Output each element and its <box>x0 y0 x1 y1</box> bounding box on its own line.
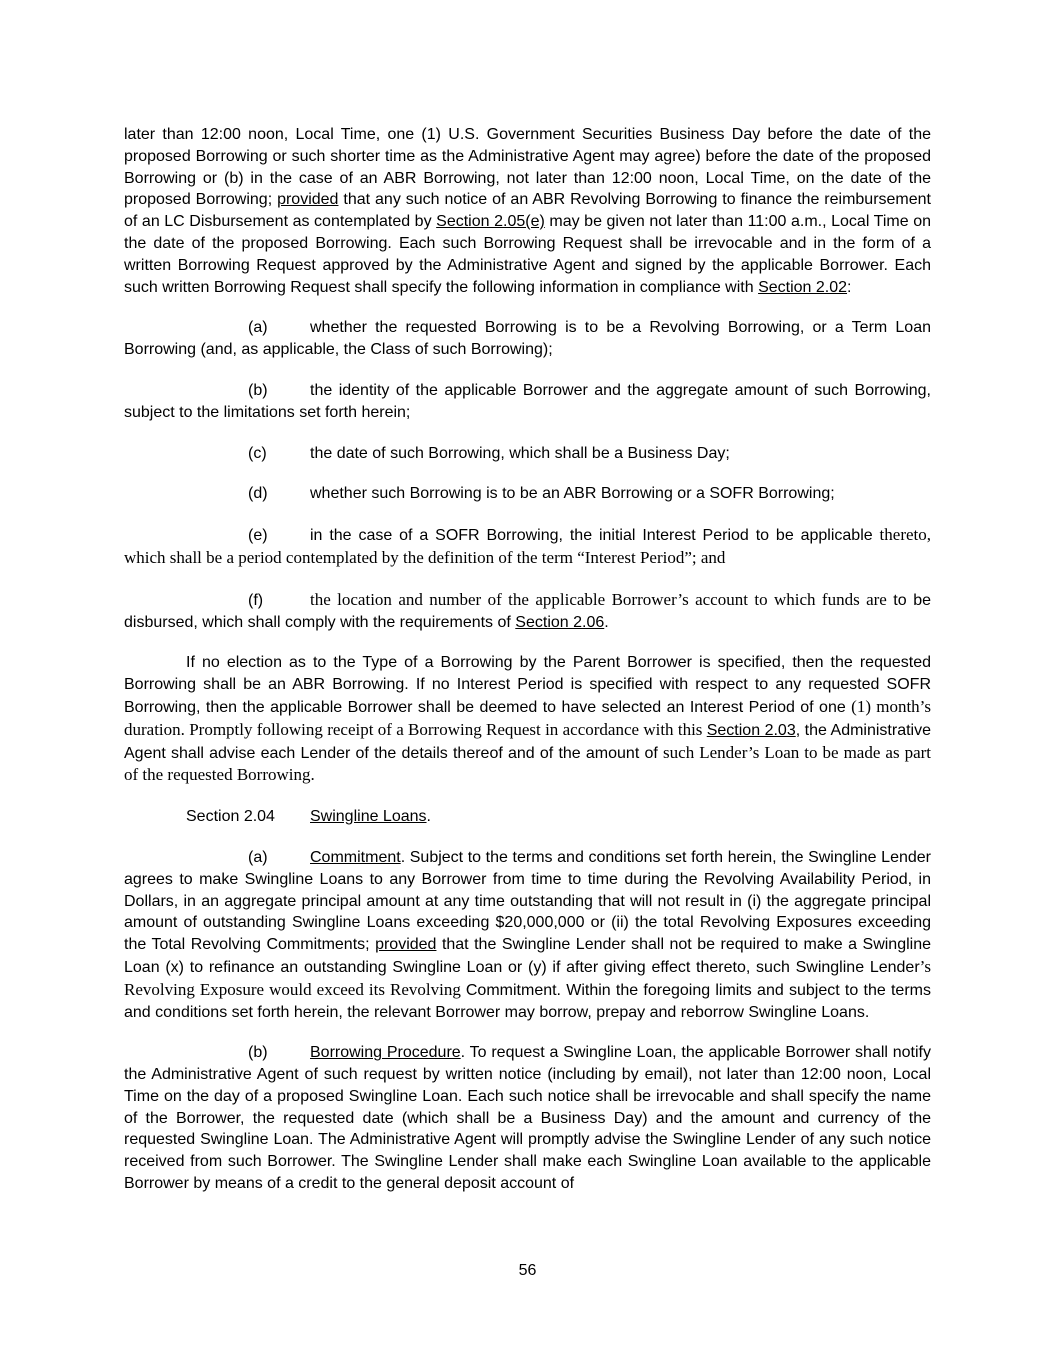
clause-b: (b) the identity of the applicable Borrower and the aggregate amount of such Borrowing, subject to the limitations set forth herein; <box>124 381 931 421</box>
clause-label: (a) <box>248 848 268 866</box>
clause-label: (d) <box>248 485 268 503</box>
section-number: Section 2.04 <box>186 808 275 826</box>
clause-f: (f) the location and number of the applicable Borrower’s account to which funds are to be disbursed, which shall comply with the requirements of Section 2.06. <box>124 589 931 631</box>
clause-d: (d) whether such Borrowing is to be an ABR Borrowing or a SOFR Borrowing; <box>124 483 931 505</box>
election-paragraph: If no election as to the Type of a Borrowing by the Parent Borrower is specified, then the requested Borrowing shall be an ABR Borrowing. If no Interest Period is specified with respect to any requested SOFR Borrowing, then the applicable Borrower shall be deemed to have selected an Interest Period of one (1) month’s duration. Promptly following receipt of a Borrowing Request in accordance with this Section 2.03, the Administrative Agent shall advise each Lender of the details thereof and of the amount of such Lender’s Loan to be made as part of the requested Borrowing. <box>124 654 932 785</box>
intro-paragraph: later than 12:00 noon, Local Time, one (1) U.S. Government Securities Business Day before the date of the proposed Borrowing or such shorter time as the Administrative Agent may agree) before the date of the proposed Borrowing or (b) in the case of an ABR Borrowing, not later than 12:00 noon, Local Time, on the date of the proposed Borrowing; provided that any such notice of an ABR Revolving Borrowing to finance the reimbursement of an LC Disbursement as contemplated by Section 2.05(e) may be given not later than 11:00 a.m., Local Time on the date of the proposed Borrowing. Each such Borrowing Request shall be irrevocable and in the form of a written Borrowing Request approved by the Administrative Agent and signed by the applicable Borrower. Each such written Borrowing Request shall specify the following information in compliance with Section 2.02: <box>124 126 931 296</box>
section-heading: Section 2.04 Swingline Loans. <box>124 806 931 828</box>
borrowing-procedure-paragraph: (b) Borrowing Procedure. To request a Swingline Loan, the applicable Borrower shall notify the Administrative Agent of such request by written notice (including by email), not later than 12:00 noon, Local Time on the day of a proposed Swingline Loan. Each such notice shall be irrevocable and shall specify the name of the Borrower, the requested date (which shall be a Business Day) and the amount and currency of the requested Swingline Loan. The Administrative Agent will promptly advise the Swingline Lender of any such notice received from such Borrower. The Swingline Lender shall make each Swingline Loan available to the applicable Borrower by means of a credit to the general deposit account of <box>124 1044 931 1193</box>
clause-a: (a) whether the requested Borrowing is to be a Revolving Borrowing, or a Term Loan Borrowing (and, as applicable, the Class of such Borrowing); <box>124 319 931 359</box>
provided-term: provided <box>277 191 339 209</box>
commitment-heading: Commitment <box>310 848 401 866</box>
provided-term: provided <box>375 936 437 954</box>
section-2-03-reference[interactable]: Section 2.03 <box>706 721 796 739</box>
document-page <box>124 124 931 1195</box>
section-2-02-reference[interactable]: Section 2.02 <box>758 278 848 296</box>
clause-label: (e) <box>248 527 268 545</box>
clause-c: (c) the date of such Borrowing, which shall be a Business Day; <box>124 443 931 465</box>
clause-label: (f) <box>248 591 264 609</box>
clause-label: (c) <box>248 444 267 462</box>
section-title: Swingline Loans <box>310 808 427 826</box>
page-number: 56 <box>518 1262 537 1279</box>
clause-label: (a) <box>248 319 268 337</box>
borrowing-procedure-heading: Borrowing Procedure <box>310 1044 461 1062</box>
clause-e: (e) in the case of a SOFR Borrowing, the initial Interest Period to be applicable thereto, which shall be a period contemplated by the definition of the term “Interest Period”; and <box>124 525 931 567</box>
clause-label: (b) <box>248 1044 268 1062</box>
section-2-06-reference[interactable]: Section 2.06 <box>515 613 605 631</box>
clause-label: (b) <box>248 381 268 399</box>
section-2-05e-reference[interactable]: Section 2.05(e) <box>436 213 545 231</box>
commitment-paragraph: (a) Commitment. Subject to the terms and conditions set forth herein, the Swingline Lender agrees to make Swingline Loans to any Borrower from time to time during the Revolving Availability Period, in Dollars, in an aggregate principal amount at any time outstanding that will not result in (i) the aggregate principal amount of outstanding Swingline Loans exceeding $20,000,000 or (ii) the total Revolving Exposures exceeding the Total Revolving Commitments; provided that the Swingline Lender shall not be required to make a Swingline Loan (x) to refinance an outstanding Swingline Loan or (y) if after giving effect thereto, such Swingline Lender’s Revolving Exposure would exceed its Revolving Commitment. Within the foregoing limits and subject to the terms and conditions set forth herein, the relevant Borrower may borrow, prepay and reborrow Swingline Loans. <box>124 848 931 1021</box>
